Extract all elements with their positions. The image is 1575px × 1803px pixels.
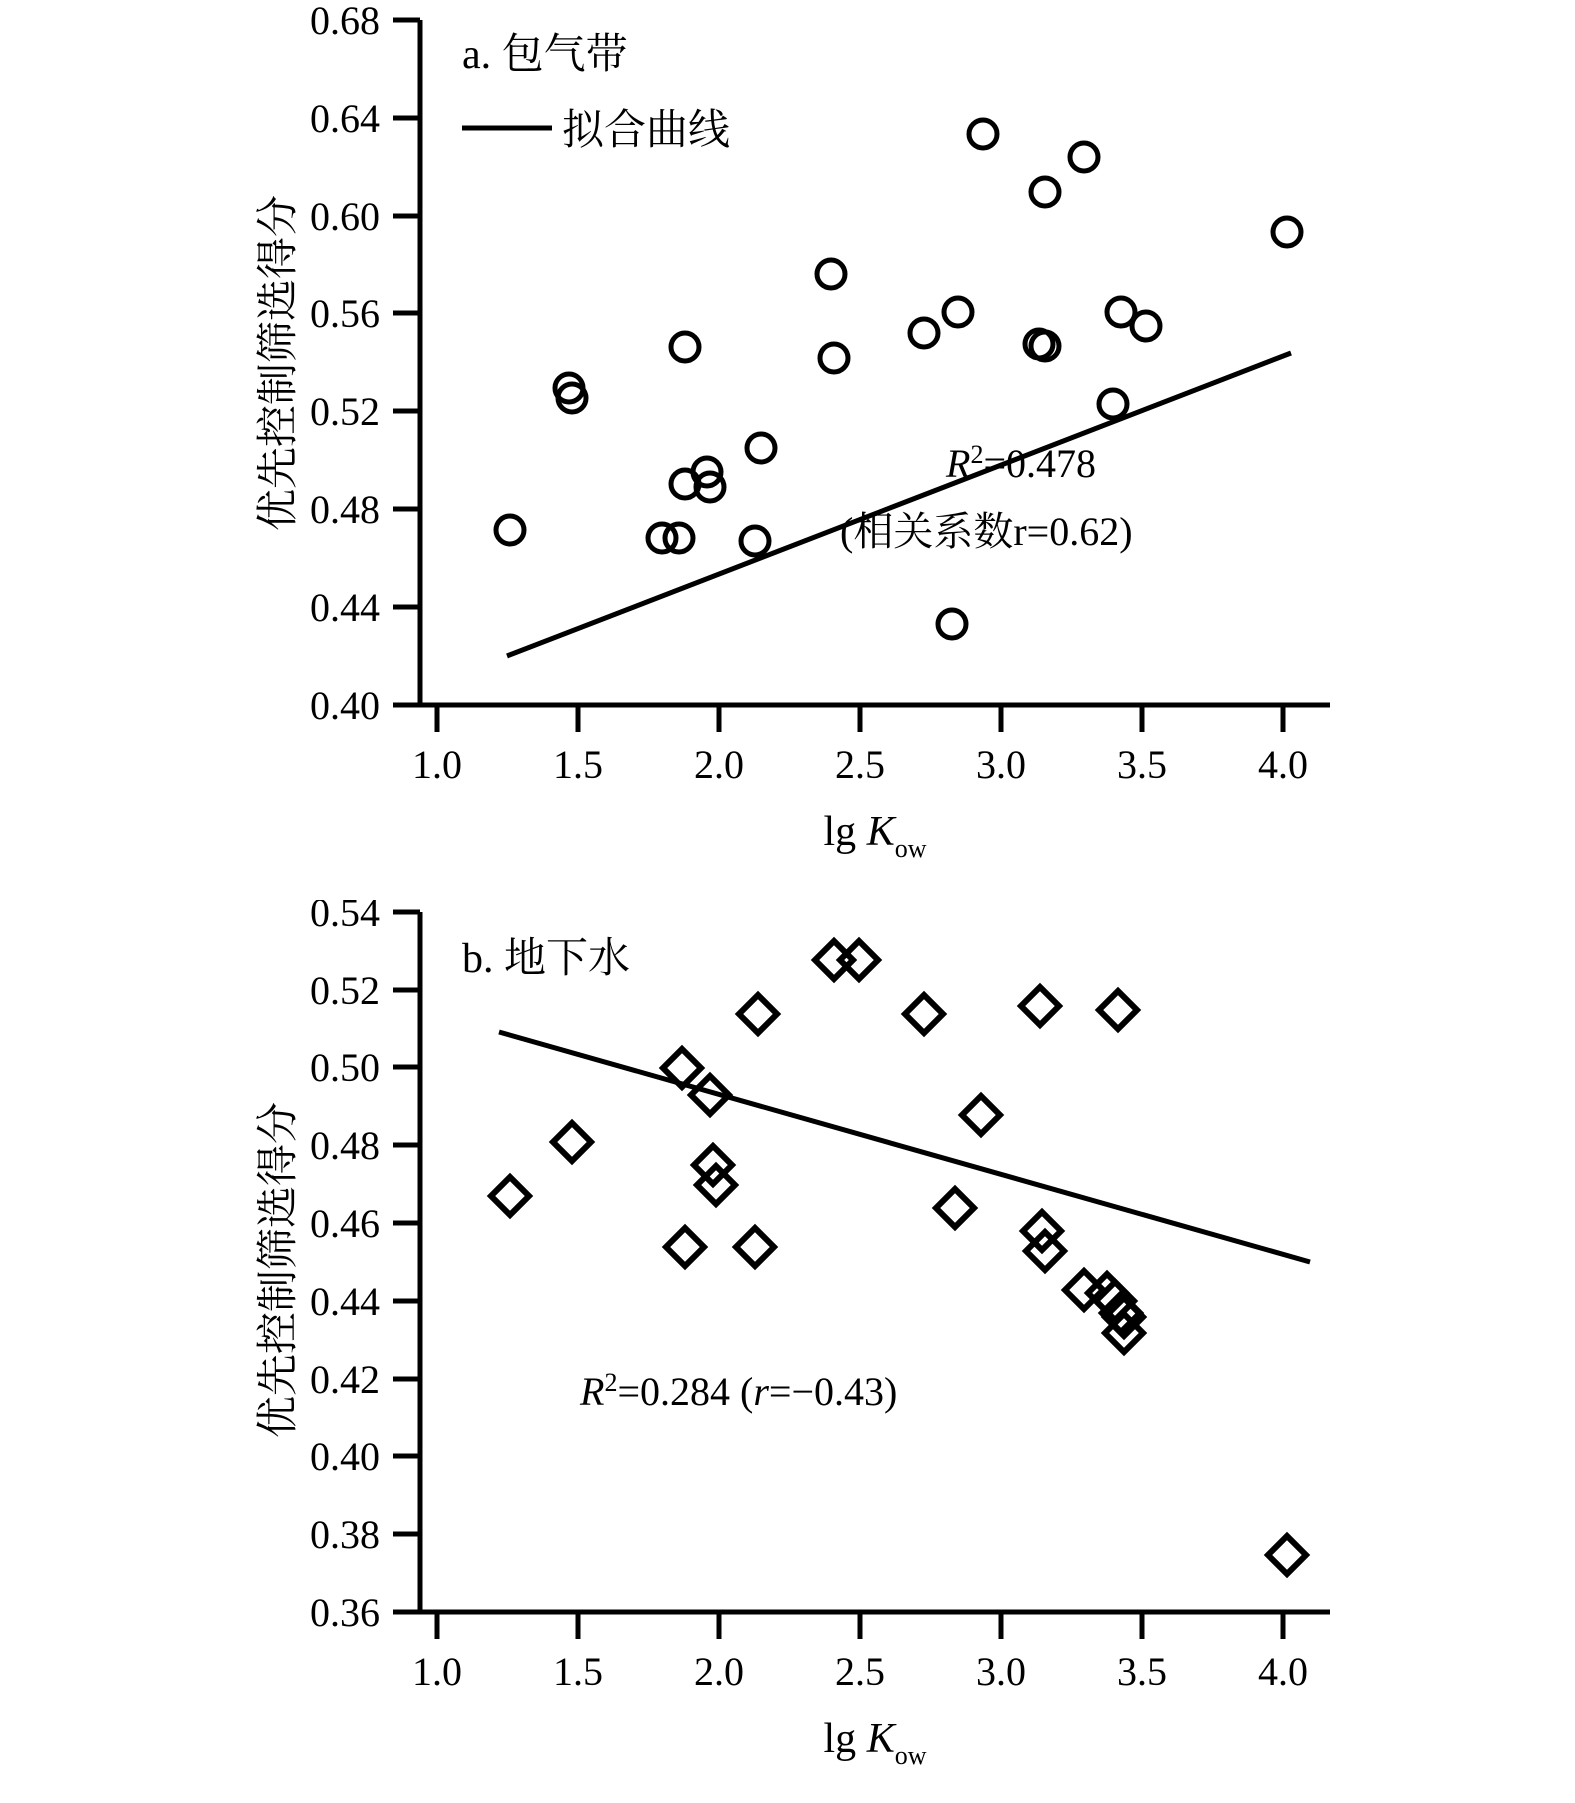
y-tick-label: 0.54 xyxy=(310,900,380,935)
data-point xyxy=(820,344,848,372)
data-point xyxy=(666,1228,704,1266)
x-tick-labels-a xyxy=(412,742,1308,787)
x-tick-label: 1.5 xyxy=(553,742,603,787)
y-tick-label: 0.40 xyxy=(310,683,380,728)
y-tick-label: 0.60 xyxy=(310,194,380,239)
data-point xyxy=(496,516,524,544)
x-axis-label-a: $\lg K_{ow}$ xyxy=(823,809,927,863)
data-point xyxy=(1031,178,1059,206)
y-tick-label: 0.52 xyxy=(310,389,380,434)
y-axis-label-a: 优先控制筛选得分 xyxy=(256,194,302,532)
x-tick-label: 3.5 xyxy=(1117,1649,1167,1694)
y-tick-label: 0.44 xyxy=(310,1279,380,1324)
fit-line-a xyxy=(507,353,1291,656)
data-point xyxy=(741,527,769,555)
data-point xyxy=(815,941,853,979)
x-axis-label-b: $\lg K_{ow}$ xyxy=(823,1716,927,1770)
x-tick-label: 4.0 xyxy=(1258,1649,1308,1694)
data-point xyxy=(1132,312,1160,340)
x-tick-label: 3.5 xyxy=(1117,742,1167,787)
data-point xyxy=(1099,390,1127,418)
x-tick-label: 2.0 xyxy=(694,742,744,787)
x-tick-label: 2.5 xyxy=(835,742,885,787)
data-point xyxy=(938,610,966,638)
axis-lines-b xyxy=(420,912,1330,1612)
r-squared-annotation-a: $R^2=0.478$ xyxy=(946,440,1096,486)
x-tick-label: 3.0 xyxy=(976,1649,1026,1694)
data-point xyxy=(747,434,775,462)
x-tick-label: 4.0 xyxy=(1258,742,1308,787)
y-tick-labels-a xyxy=(310,0,380,728)
data-points-a xyxy=(496,120,1301,638)
scatter-plot-a xyxy=(0,0,1575,880)
data-point xyxy=(905,995,943,1033)
y-tick-label: 0.52 xyxy=(310,968,380,1013)
data-point xyxy=(840,941,878,979)
x-tick-label: 1.0 xyxy=(412,742,462,787)
data-point xyxy=(1099,991,1137,1029)
data-point xyxy=(1268,1536,1306,1574)
y-axis-label-b: 优先控制筛选得分 xyxy=(256,1101,302,1439)
y-tick-label: 0.38 xyxy=(310,1512,380,1557)
y-tick-label: 0.42 xyxy=(310,1357,380,1402)
y-tick-label: 0.46 xyxy=(310,1201,380,1246)
data-point xyxy=(910,319,938,347)
x-tick-label: 2.0 xyxy=(694,1649,744,1694)
data-point xyxy=(1021,987,1059,1025)
data-point xyxy=(969,120,997,148)
x-tick-label: 3.0 xyxy=(976,742,1026,787)
axis-lines-a xyxy=(420,20,1330,705)
fit-line-b xyxy=(499,1032,1310,1262)
panel-tag-b: b. 地下水 xyxy=(462,936,631,982)
y-tick-label: 0.50 xyxy=(310,1045,380,1090)
x-tick-labels-b xyxy=(412,1649,1308,1694)
scatter-plot-b xyxy=(0,900,1575,1803)
data-point xyxy=(817,260,845,288)
y-tick-label: 0.44 xyxy=(310,585,380,630)
data-points-b xyxy=(491,941,1306,1574)
r-squared-annotation-b: $R^2=0.284$ (r=−0.43) xyxy=(580,1368,898,1414)
data-point xyxy=(739,995,777,1033)
y-tick-label: 0.36 xyxy=(310,1590,380,1635)
y-tick-label: 0.68 xyxy=(310,0,380,43)
data-point xyxy=(553,1123,591,1161)
data-point xyxy=(962,1096,1000,1134)
y-ticks-a xyxy=(393,20,420,705)
x-ticks-b xyxy=(437,1612,1283,1639)
y-ticks-b xyxy=(393,912,420,1612)
x-tick-label: 1.5 xyxy=(553,1649,603,1694)
y-tick-label: 0.40 xyxy=(310,1434,380,1479)
data-point xyxy=(665,524,693,552)
data-point xyxy=(936,1189,974,1227)
data-point xyxy=(1070,143,1098,171)
correlation-annotation-a: (相关系数r=0.62) xyxy=(840,509,1133,554)
panel-b-groundwater xyxy=(0,900,1575,1803)
data-point xyxy=(736,1228,774,1266)
y-tick-label: 0.48 xyxy=(310,487,380,532)
legend-label-a: 拟合曲线 xyxy=(562,108,731,154)
y-tick-labels-b xyxy=(310,900,380,1635)
x-ticks-a xyxy=(437,705,1283,732)
x-tick-label: 1.0 xyxy=(412,1649,462,1694)
y-tick-label: 0.48 xyxy=(310,1123,380,1168)
data-point xyxy=(944,298,972,326)
y-tick-label: 0.64 xyxy=(310,96,380,141)
x-tick-label: 2.5 xyxy=(835,1649,885,1694)
data-point xyxy=(491,1177,529,1215)
panel-tag-a: a. 包气带 xyxy=(462,32,628,78)
data-point xyxy=(1273,218,1301,246)
panel-a-vadose-zone xyxy=(0,0,1575,880)
y-tick-label: 0.56 xyxy=(310,291,380,336)
data-point xyxy=(671,333,699,361)
